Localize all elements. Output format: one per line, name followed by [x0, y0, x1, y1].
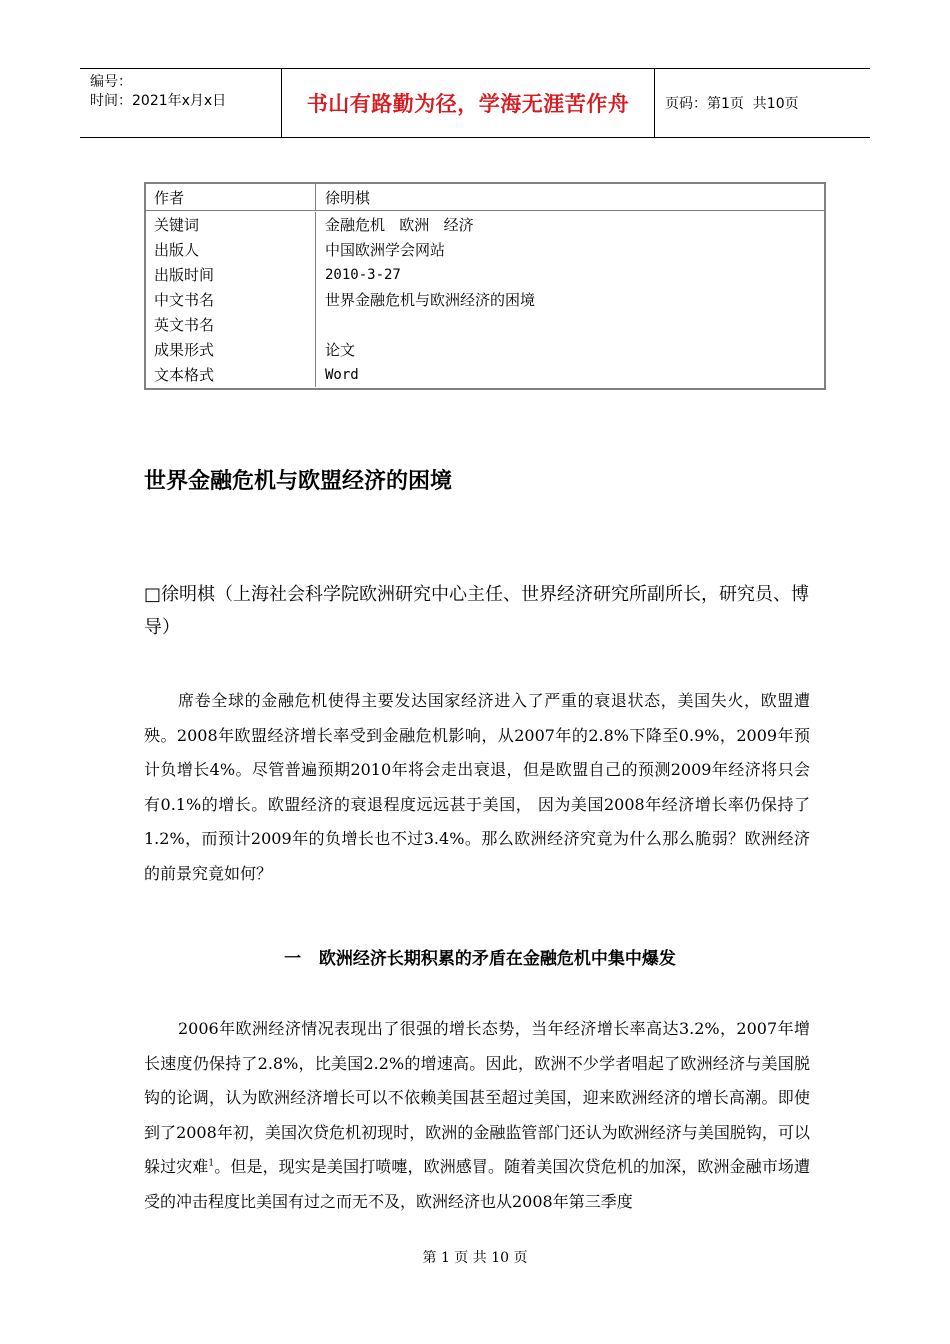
- table-key: 出版时间: [146, 262, 316, 287]
- table-value: 徐明棋: [325, 188, 371, 207]
- table-value: Word: [325, 366, 359, 383]
- table-key: 成果形式: [146, 337, 316, 362]
- table-row: [146, 262, 824, 287]
- footnote-marker[interactable]: 1: [208, 1158, 215, 1169]
- table-row: [146, 287, 824, 312]
- table-row: [146, 312, 824, 337]
- table-key: 出版人: [146, 237, 316, 262]
- header-info: [90, 73, 226, 111]
- body-paragraph: 席卷全球的金融危机使得主要发达国家经济进入了严重的衰退状态，美国失火，欧盟遭殃。2008年欧盟经济增长率受到金融危机影响，从2007年的2.8%下降至0.9%，2009年预计负增长4%。尽管普遍预期2010年将会走出衰退，但是欧盟自己的预测2009年经济将只会有0.1%的增长。欧盟经济的衰退程度远远甚于美国， 因为美国2008年经济增长率仍保持了1.2%，而预计2009年的负增长也不过3.4%。那么欧洲经济究竟为什么那么脆弱？欧洲经济的前景究竟如何？: [144, 691, 810, 883]
- header-page-info: 页码：第1页 共10页: [665, 96, 799, 112]
- table-key: 文本格式: [146, 362, 316, 387]
- table-row: [146, 337, 824, 362]
- table-row: [146, 237, 824, 262]
- table-key: 关键词: [146, 212, 316, 237]
- table-row: [146, 184, 824, 211]
- page-footer: 第 1 页 共 10 页: [422, 1250, 528, 1266]
- table-key: 英文书名: [146, 312, 316, 337]
- page-header: [80, 68, 870, 138]
- table-value: 中国欧洲学会网站: [325, 241, 446, 259]
- table-value: 金融危机 欧洲 经济: [325, 216, 474, 234]
- table-value: 2010-3-27: [325, 266, 401, 283]
- table-value: 世界金融危机与欧洲经济的困境: [325, 291, 536, 309]
- table-key: 中文书名: [146, 287, 316, 312]
- table-row: [146, 362, 824, 387]
- metadata-table: [144, 182, 826, 390]
- table-key: 作者: [146, 184, 316, 210]
- header-motto: 书山有路勤为径，学海无涯苦作舟: [306, 92, 630, 116]
- metadata-body: [146, 211, 824, 388]
- document-number-label: 编号：: [90, 74, 132, 90]
- table-value: 论文: [325, 341, 356, 359]
- article-title: 世界金融危机与欧盟经济的困境: [144, 469, 453, 494]
- author-line: □徐明棋（上海社会科学院欧洲研究中心主任、世界经济研究所副所长，研究员、博导）: [144, 584, 810, 638]
- paragraph-text: 2006年欧洲经济情况表现出了很强的增长态势，当年经济增长率高达3.2%，2007年增长速度仍保持了2.8%，比美国2.2%的增速高。因此，欧洲不少学者唱起了欧洲经济与美国脱钩的论调，认为欧洲经济增长可以不依赖美国甚至超过美国，迎来欧洲经济的增长高潮。即使到了2008年初，美国次贷危机初现时，欧洲的金融监管部门还认为欧洲经济与美国脱钩，可以躲过灾难: [144, 1019, 810, 1176]
- paragraph-text: 。但是，现实是美国打喷嚏，欧洲感冒。随着美国次贷危机的加深，欧洲金融市场遭受的冲击程度比美国有过之而无不及，欧洲经济也从2008年第三季度: [144, 1157, 810, 1211]
- document-time-label: 时间：2021年x月x日: [90, 93, 227, 109]
- body-paragraph: [144, 1012, 810, 1219]
- section-heading: 一 欧洲经济长期积累的矛盾在金融危机中集中爆发: [284, 949, 676, 969]
- table-row: [146, 212, 824, 237]
